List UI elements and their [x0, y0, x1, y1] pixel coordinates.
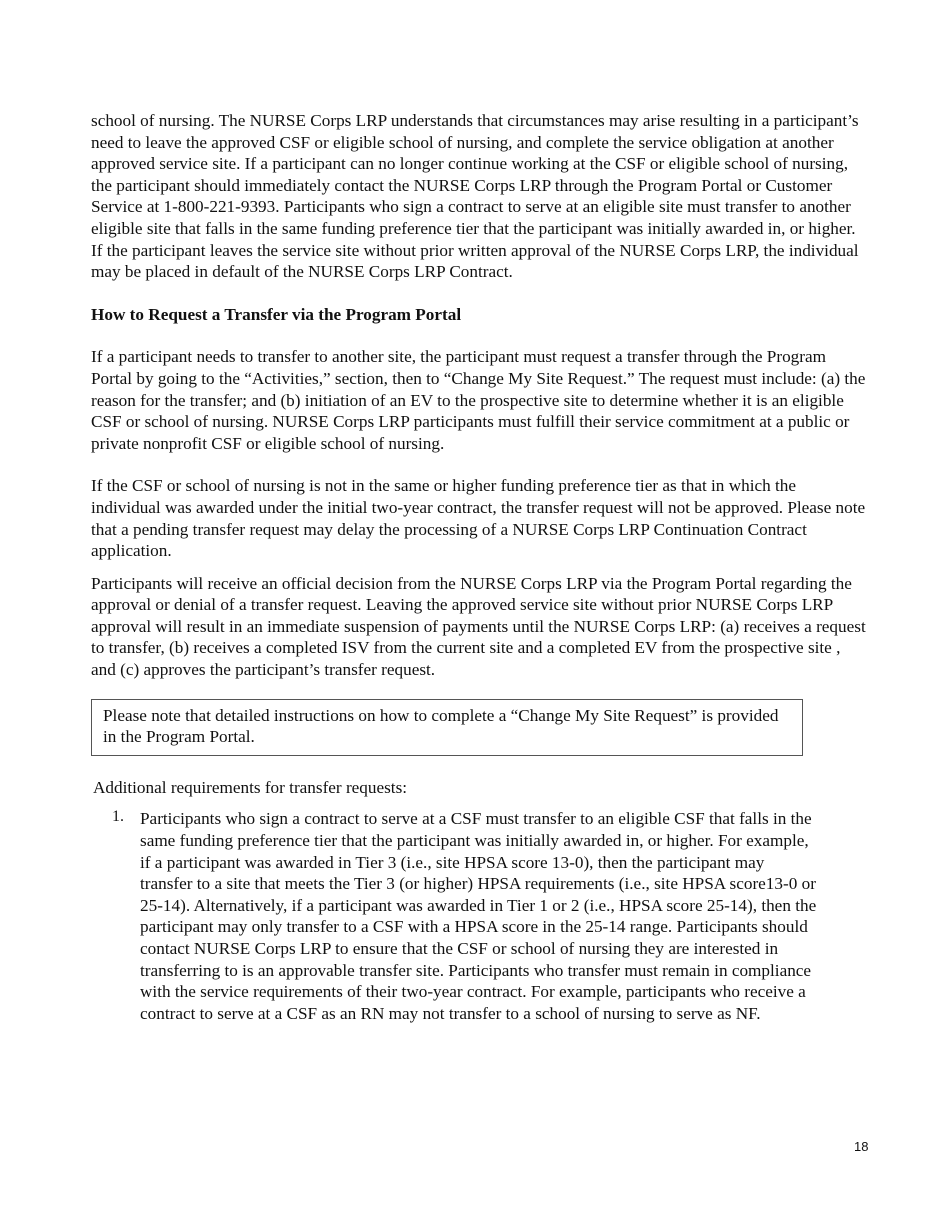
document-page [91, 110, 869, 1024]
intro-paragraph: school of nursing. The NURSE Corps LRP understands that circumstances may arise resulting in a participant’s need to leave the approved CSF or eligible school of nursing, and complete the service obligation at another approved service site. If a participant can no longer continue working at the CSF or eligible school of nursing, the participant should immediately contact the NURSE Corps LRP through the Program Portal or Customer Service at 1-800-221-9393. Participants who sign a contract to serve at an eligible site must transfer to another eligible site that falls in the same funding preference tier that the participant was initially awarded in, or higher. If the participant leaves the service site without prior written approval of the NURSE Corps LRP, the individual may be placed in default of the NURSE Corps LRP Contract. [91, 111, 859, 282]
funding-tier-paragraph: If the CSF or school of nursing is not in the same or higher funding preference tier as that in which the individual was awarded under the initial two-year contract, the transfer request will not be approved. Please note that a pending transfer request may delay the processing of a NURSE Corps LRP Continuation Contract application. [91, 476, 866, 561]
section-heading: How to Request a Transfer via the Program Portal [91, 304, 462, 324]
additional-requirements-heading: Additional requirements for transfer requests: [93, 777, 408, 797]
transfer-request-paragraph: If a participant needs to transfer to another site, the participant must request a transfer through the Program Portal by going to the “Activities,” section, then to “Change My Site Request.” The request must include: (a) the reason for the transfer; and (b) initiation of an EV to the prospective site to determine whether it is an eligible CSF or school of nursing. NURSE Corps LRP participants must fulfill their service commitment at a public or private nonprofit CSF or eligible school of nursing. [91, 347, 866, 453]
requirements-list [91, 808, 869, 1024]
page-number: 18 [854, 1139, 869, 1154]
list-item [91, 808, 821, 1024]
note-box: Please note that detailed instructions on how to complete a “Change My Site Request” is provided in the Program Portal. [91, 699, 803, 756]
official-decision-paragraph: Participants will receive an official decision from the NURSE Corps LRP via the Program Portal regarding the approval or denial of a transfer request. Leaving the approved service site without prior NURSE Corps LRP approval will result in an immediate suspension of payments until the NURSE Corps LRP: (a) receives a request to transfer, (b) receives a completed ISV from the current site and a completed EV from the prospective site , and (c) approves the participant’s transfer request. [91, 573, 866, 680]
list-item-number: 1. [112, 808, 124, 826]
list-item-text: Participants who sign a contract to serve at a CSF must transfer to an eligible CSF that falls in the same funding preference tier that the participant was initially awarded in, or higher. For example, if a participant was awarded in Tier 3 (i.e., site HPSA score 13-0), then the participant may transfer to a site that meets the Tier 3 (or higher) HPSA requirements (i.e., site HPSA score13-0 or 25-14). Alternatively, if a participant was awarded in Tier 1 or 2 (i.e., HPSA score 25-14), then the participant may only transfer to a CSF with a HPSA score in the 25-14 range. Participants should contact NURSE Corps LRP to ensure that the CSF or school of nursing they are interested in transferring to is an approvable transfer site. Participants who transfer must remain in compliance with the service requirements of their two-year contract. For example, participants who receive a contract to serve at a CSF as an RN may not transfer to a school of nursing to serve as NF. [140, 809, 817, 1023]
